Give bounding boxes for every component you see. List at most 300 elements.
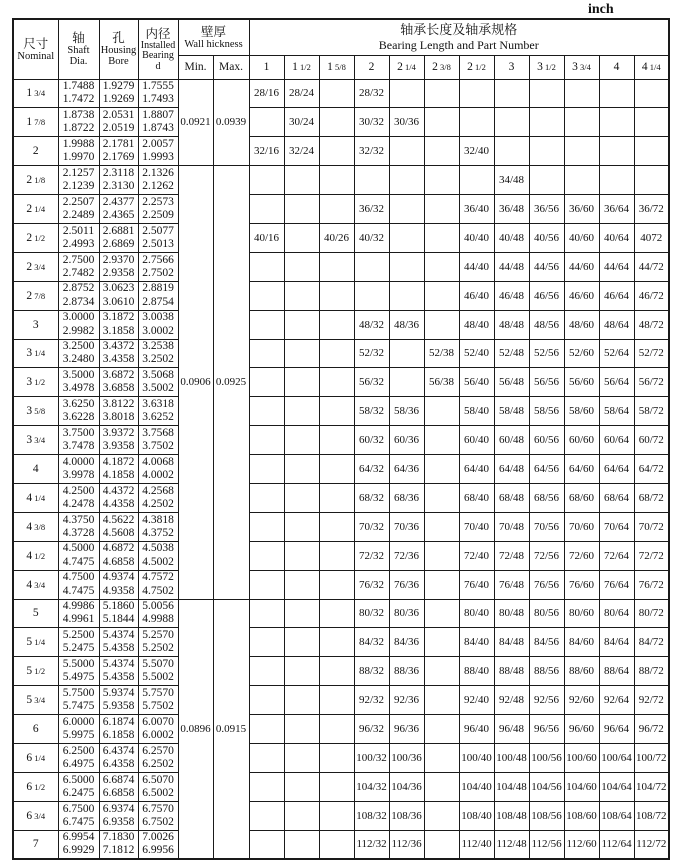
housing-bore	[99, 628, 138, 657]
part-number-cell: 44/56	[529, 252, 564, 281]
installed-bearing-d	[138, 599, 178, 628]
part-number-cell: 28/24	[284, 79, 319, 108]
part-number-cell: 68/40	[459, 483, 494, 512]
installed-bearing-d-value: 2.2509	[142, 209, 174, 221]
part-number-cell: 88/72	[634, 657, 669, 686]
housing-bore	[99, 599, 138, 628]
installed-bearing-d-value: 6.2502	[142, 757, 174, 770]
empty-cell	[319, 686, 354, 715]
shaft-dia-value: 2.4993	[62, 237, 95, 250]
part-number-cell: 52/72	[634, 339, 669, 368]
installed-bearing-d-value: 2.5013	[142, 237, 174, 250]
part-number-cell: 84/36	[389, 628, 424, 657]
shaft-dia-value: 4.2500	[62, 484, 95, 497]
shaft-dia-value: 4.5000	[62, 542, 95, 555]
part-number-cell: 44/60	[564, 252, 599, 281]
part-number-cell: 92/32	[354, 686, 389, 715]
shaft-dia	[58, 281, 99, 310]
part-number-cell: 96/36	[389, 715, 424, 744]
part-number-cell: 36/48	[494, 195, 529, 224]
shaft-dia	[58, 801, 99, 830]
empty-cell	[249, 397, 284, 426]
part-number-cell: 52/40	[459, 339, 494, 368]
installed-bearing-d	[138, 281, 178, 310]
housing-bore	[99, 570, 138, 599]
housing-bore	[99, 830, 138, 859]
empty-cell	[389, 223, 424, 252]
housing-bore-value: 3.1858	[102, 324, 135, 337]
nominal-size: 4 1/2	[13, 541, 58, 570]
installed-bearing-d	[138, 455, 178, 484]
part-number-cell: 70/56	[529, 512, 564, 541]
empty-cell	[424, 166, 459, 195]
nominal-size: 6 1/2	[13, 772, 58, 801]
empty-cell	[389, 137, 424, 166]
empty-cell	[634, 79, 669, 108]
part-number-cell: 48/60	[564, 310, 599, 339]
fraction-part: 7/8	[32, 290, 46, 301]
empty-cell	[424, 541, 459, 570]
installed-bearing-d-value: 6.7570	[142, 802, 174, 815]
housing-bore	[99, 108, 138, 137]
part-number-cell: 112/64	[599, 830, 634, 859]
part-number-cell: 96/40	[459, 715, 494, 744]
table-row	[13, 801, 669, 830]
part-number-cell: 108/40	[459, 801, 494, 830]
installed-bearing-d	[138, 397, 178, 426]
fraction-part: 1/4	[32, 637, 46, 648]
installed-bearing-d	[138, 310, 178, 339]
table-row	[13, 195, 669, 224]
part-number-cell: 56/64	[599, 368, 634, 397]
installed-bearing-d-value: 4.3752	[142, 526, 174, 539]
housing-bore-value: 2.0531	[102, 109, 135, 122]
empty-cell	[284, 512, 319, 541]
part-number-cell: 112/72	[634, 830, 669, 859]
empty-cell	[389, 368, 424, 397]
part-number-cell: 100/48	[494, 743, 529, 772]
empty-cell	[424, 195, 459, 224]
part-number-cell: 28/32	[354, 79, 389, 108]
part-number-cell: 76/56	[529, 570, 564, 599]
empty-cell	[599, 108, 634, 137]
nominal-size: 6 3/4	[13, 801, 58, 830]
empty-cell	[564, 137, 599, 166]
part-number-cell: 80/36	[389, 599, 424, 628]
shaft-dia	[58, 339, 99, 368]
housing-bore-value: 4.6872	[102, 542, 135, 555]
empty-cell	[284, 310, 319, 339]
shaft-dia	[58, 541, 99, 570]
part-number-cell: 72/36	[389, 541, 424, 570]
installed-bearing-d-value: 7.0026	[142, 831, 174, 844]
table-row	[13, 455, 669, 484]
empty-cell	[249, 686, 284, 715]
table-header	[13, 19, 669, 79]
installed-label-en1: Installed	[140, 39, 176, 51]
part-number-cell: 64/72	[634, 455, 669, 484]
housing-bore-value: 3.1872	[102, 311, 135, 324]
shaft-dia-value: 6.9954	[62, 831, 95, 844]
installed-bearing-d-value: 6.2570	[142, 744, 174, 757]
shaft-dia	[58, 830, 99, 859]
part-number-cell: 68/48	[494, 483, 529, 512]
empty-cell	[249, 657, 284, 686]
part-number-cell: 68/72	[634, 483, 669, 512]
shaft-dia	[58, 628, 99, 657]
nominal-size: 4 3/8	[13, 512, 58, 541]
part-number-cell: 64/64	[599, 455, 634, 484]
empty-cell	[424, 108, 459, 137]
installed-bearing-d-value: 3.6318	[142, 398, 174, 411]
empty-cell	[424, 628, 459, 657]
part-number-cell: 40/64	[599, 223, 634, 252]
housing-bore	[99, 455, 138, 484]
shaft-dia-value: 2.1257	[62, 166, 95, 179]
housing-bore-value: 4.4372	[102, 484, 135, 497]
part-number-cell: 56/72	[634, 368, 669, 397]
part-number-cell: 56/48	[494, 368, 529, 397]
wall-min-value: 0.0906	[178, 166, 213, 599]
part-number-cell: 100/60	[564, 743, 599, 772]
empty-cell	[249, 368, 284, 397]
part-number-cell: 36/32	[354, 195, 389, 224]
empty-cell	[494, 79, 529, 108]
nominal-size: 2 3/4	[13, 252, 58, 281]
fraction-part: 1/2	[32, 377, 46, 388]
installed-bearing-d-value: 4.5002	[142, 555, 174, 568]
empty-cell	[389, 281, 424, 310]
part-number-cell: 32/40	[459, 137, 494, 166]
table-row	[13, 339, 669, 368]
shaft-dia	[58, 166, 99, 195]
fraction-part: 1/4	[647, 62, 661, 72]
table-row	[13, 137, 669, 166]
part-number-cell: 46/56	[529, 281, 564, 310]
empty-cell	[319, 541, 354, 570]
empty-cell	[319, 772, 354, 801]
housing-bore	[99, 801, 138, 830]
housing-bore-value: 4.1858	[102, 469, 135, 482]
installed-bearing-d	[138, 512, 178, 541]
part-number-cell: 48/64	[599, 310, 634, 339]
part-number-cell: 48/72	[634, 310, 669, 339]
part-number-cell: 88/32	[354, 657, 389, 686]
installed-bearing-d-value: 3.7568	[142, 426, 174, 439]
installed-bearing-d-value: 3.7502	[142, 440, 174, 453]
housing-bore	[99, 195, 138, 224]
nominal-size: 5 3/4	[13, 686, 58, 715]
part-number-cell: 60/36	[389, 426, 424, 455]
part-number-cell: 88/60	[564, 657, 599, 686]
empty-cell	[284, 715, 319, 744]
shaft-dia-value: 5.9975	[62, 729, 95, 742]
part-number-cell: 88/64	[599, 657, 634, 686]
part-number-cell: 88/56	[529, 657, 564, 686]
fraction-part: 1/4	[32, 492, 46, 503]
housing-bore-value: 1.9269	[102, 93, 135, 106]
shaft-dia-value: 4.7500	[62, 571, 95, 584]
empty-cell	[249, 772, 284, 801]
empty-cell	[284, 368, 319, 397]
part-number-cell: 64/56	[529, 455, 564, 484]
part-number-cell: 60/60	[564, 426, 599, 455]
part-number-cell: 64/36	[389, 455, 424, 484]
part-number-cell: 84/64	[599, 628, 634, 657]
housing-bore-value: 2.3118	[102, 166, 135, 179]
part-number-cell: 76/72	[634, 570, 669, 599]
part-number-cell: 68/36	[389, 483, 424, 512]
part-number-cell: 68/32	[354, 483, 389, 512]
part-number-cell: 80/64	[599, 599, 634, 628]
part-number-cell: 60/40	[459, 426, 494, 455]
part-number-cell: 80/60	[564, 599, 599, 628]
empty-cell	[249, 195, 284, 224]
part-number-cell: 52/38	[424, 339, 459, 368]
nominal-size: 2 1/8	[13, 166, 58, 195]
empty-cell	[424, 137, 459, 166]
part-number-cell: 72/48	[494, 541, 529, 570]
shaft-dia-value: 2.8752	[62, 282, 95, 295]
part-number-cell: 40/16	[249, 223, 284, 252]
empty-cell	[249, 166, 284, 195]
empty-cell	[284, 426, 319, 455]
part-number-cell: 32/32	[354, 137, 389, 166]
part-number-cell: 72/56	[529, 541, 564, 570]
shaft-dia-value: 6.2475	[62, 786, 95, 799]
housing-bore-value: 3.4358	[102, 353, 135, 366]
housing-bore-value: 3.9358	[102, 440, 135, 453]
part-number-cell: 58/64	[599, 397, 634, 426]
empty-cell	[319, 512, 354, 541]
empty-cell	[564, 79, 599, 108]
empty-cell	[249, 743, 284, 772]
shaft-dia-value: 2.7500	[62, 253, 95, 266]
installed-bearing-d-value: 4.0002	[142, 469, 174, 482]
empty-cell	[389, 166, 424, 195]
part-number-cell: 34/48	[494, 166, 529, 195]
empty-cell	[599, 79, 634, 108]
empty-cell	[424, 715, 459, 744]
empty-cell	[319, 426, 354, 455]
shaft-dia	[58, 715, 99, 744]
part-number-cell: 76/64	[599, 570, 634, 599]
shaft-dia-value: 3.6228	[62, 411, 95, 424]
empty-cell	[424, 801, 459, 830]
column-header-length-3: 3	[494, 55, 529, 79]
housing-bore-value: 6.4374	[102, 744, 135, 757]
part-number-cell: 60/32	[354, 426, 389, 455]
fraction-part: 1/4	[402, 62, 416, 72]
installed-bearing-d	[138, 339, 178, 368]
housing-bore	[99, 541, 138, 570]
part-number-cell: 46/64	[599, 281, 634, 310]
shaft-dia	[58, 483, 99, 512]
part-number-cell: 52/32	[354, 339, 389, 368]
shaft-dia	[58, 195, 99, 224]
part-number-cell: 70/40	[459, 512, 494, 541]
installed-bearing-d	[138, 79, 178, 108]
installed-bearing-d-value: 6.5002	[142, 786, 174, 799]
part-number-cell: 108/56	[529, 801, 564, 830]
housing-bore-value: 1.9279	[102, 80, 135, 93]
wall-max-value: 0.0939	[213, 79, 249, 166]
shaft-dia-value: 3.7500	[62, 426, 95, 439]
shaft-dia-value: 6.0000	[62, 715, 95, 728]
part-number-cell: 104/32	[354, 772, 389, 801]
fraction-part: 1/2	[472, 62, 486, 72]
empty-cell	[249, 339, 284, 368]
shaft-dia-value: 2.2507	[62, 195, 95, 208]
fraction-part: 5/8	[332, 62, 346, 72]
part-number-cell: 96/32	[354, 715, 389, 744]
shaft-dia-value: 3.2480	[62, 353, 95, 366]
empty-cell	[424, 830, 459, 859]
empty-cell	[529, 108, 564, 137]
installed-bearing-d-value: 5.5070	[142, 658, 174, 671]
housing-bore	[99, 339, 138, 368]
empty-cell	[249, 570, 284, 599]
table-row	[13, 397, 669, 426]
table-row	[13, 541, 669, 570]
column-header-nominal	[13, 19, 58, 79]
nominal-size: 1 7/8	[13, 108, 58, 137]
nominal-label-en: Nominal	[17, 50, 55, 62]
part-number-cell: 56/60	[564, 368, 599, 397]
shaft-dia	[58, 657, 99, 686]
part-number-cell: 92/36	[389, 686, 424, 715]
housing-bore-value: 4.4358	[102, 497, 135, 510]
empty-cell	[249, 483, 284, 512]
empty-cell	[319, 79, 354, 108]
installed-bearing-d-value: 6.0070	[142, 715, 174, 728]
housing-bore-value: 4.6858	[102, 555, 135, 568]
table-row	[13, 166, 669, 195]
fraction-part: 3/4	[32, 261, 46, 272]
empty-cell	[319, 108, 354, 137]
housing-bore	[99, 137, 138, 166]
table-row	[13, 657, 669, 686]
table-row	[13, 743, 669, 772]
housing-bore-value: 4.9374	[102, 571, 135, 584]
empty-cell	[319, 483, 354, 512]
shaft-dia	[58, 223, 99, 252]
unit-label: inch	[588, 2, 614, 17]
wall-max-value: 0.0925	[213, 166, 249, 599]
empty-cell	[389, 339, 424, 368]
housing-bore-value: 2.9370	[102, 253, 135, 266]
housing-bore-value: 6.9358	[102, 815, 135, 828]
empty-cell	[319, 830, 354, 859]
empty-cell	[319, 570, 354, 599]
empty-cell	[424, 223, 459, 252]
fraction-part: 1/4	[32, 348, 46, 359]
part-number-cell: 108/48	[494, 801, 529, 830]
shaft-dia-value: 6.7475	[62, 815, 95, 828]
empty-cell	[249, 599, 284, 628]
empty-cell	[319, 281, 354, 310]
fraction-part: 3/4	[32, 579, 46, 590]
empty-cell	[424, 743, 459, 772]
installed-bearing-d	[138, 137, 178, 166]
part-number-cell: 84/40	[459, 628, 494, 657]
wall-label-zh: 壁厚	[201, 24, 227, 39]
housing-bore-value: 6.6874	[102, 773, 135, 786]
wall-max-value: 0.0915	[213, 599, 249, 859]
part-number-cell: 100/64	[599, 743, 634, 772]
part-number-cell: 46/40	[459, 281, 494, 310]
installed-bearing-d-value: 4.5038	[142, 542, 174, 555]
installed-bearing-d-value: 5.7502	[142, 700, 174, 713]
part-number-cell: 28/16	[249, 79, 284, 108]
part-number-cell: 44/72	[634, 252, 669, 281]
empty-cell	[494, 137, 529, 166]
part-number-cell: 80/40	[459, 599, 494, 628]
part-number-cell: 40/48	[494, 223, 529, 252]
part-number-cell: 80/48	[494, 599, 529, 628]
column-header-length-1: 1	[249, 55, 284, 79]
part-number-cell: 100/40	[459, 743, 494, 772]
empty-cell	[424, 426, 459, 455]
shaft-dia-value: 6.4975	[62, 757, 95, 770]
nominal-size: 5 1/2	[13, 657, 58, 686]
empty-cell	[319, 743, 354, 772]
column-header-length-2-1-2: 2 1/2	[459, 55, 494, 79]
housing-bore	[99, 397, 138, 426]
empty-cell	[284, 223, 319, 252]
part-number-cell: 84/48	[494, 628, 529, 657]
shaft-dia-value: 2.2489	[62, 209, 95, 221]
installed-bearing-d-value: 3.2538	[142, 340, 174, 353]
housing-bore-value: 3.8018	[102, 411, 135, 424]
shaft-label-zh: 轴	[72, 30, 85, 45]
part-number-cell: 70/60	[564, 512, 599, 541]
housing-bore-value: 4.5622	[102, 513, 135, 526]
shaft-dia-value: 3.0000	[62, 311, 95, 324]
part-number-cell: 30/24	[284, 108, 319, 137]
housing-bore-value: 3.0610	[102, 295, 135, 308]
empty-cell	[284, 772, 319, 801]
installed-bearing-d	[138, 195, 178, 224]
nominal-size: 6 1/4	[13, 743, 58, 772]
installed-bearing-d	[138, 715, 178, 744]
empty-cell	[354, 252, 389, 281]
nominal-size: 3	[13, 310, 58, 339]
part-number-cell: 80/56	[529, 599, 564, 628]
part-number-cell: 108/32	[354, 801, 389, 830]
installed-bearing-d	[138, 801, 178, 830]
part-number-cell: 112/56	[529, 830, 564, 859]
part-number-cell: 40/40	[459, 223, 494, 252]
part-number-cell: 76/36	[389, 570, 424, 599]
nominal-size: 2 1/2	[13, 223, 58, 252]
housing-bore-value: 5.4374	[102, 629, 135, 642]
part-number-cell: 46/60	[564, 281, 599, 310]
housing-bore-value: 5.9374	[102, 686, 135, 699]
housing-bore-value: 6.4358	[102, 757, 135, 770]
part-number-cell: 108/64	[599, 801, 634, 830]
housing-bore	[99, 223, 138, 252]
housing-bore-value: 7.1830	[102, 831, 135, 844]
shaft-dia-value: 1.8738	[62, 109, 95, 122]
empty-cell	[529, 137, 564, 166]
wall-min-value: 0.0921	[178, 79, 213, 166]
housing-bore	[99, 310, 138, 339]
empty-cell	[284, 455, 319, 484]
nominal-size: 5	[13, 599, 58, 628]
part-number-cell: 64/48	[494, 455, 529, 484]
table-row	[13, 108, 669, 137]
